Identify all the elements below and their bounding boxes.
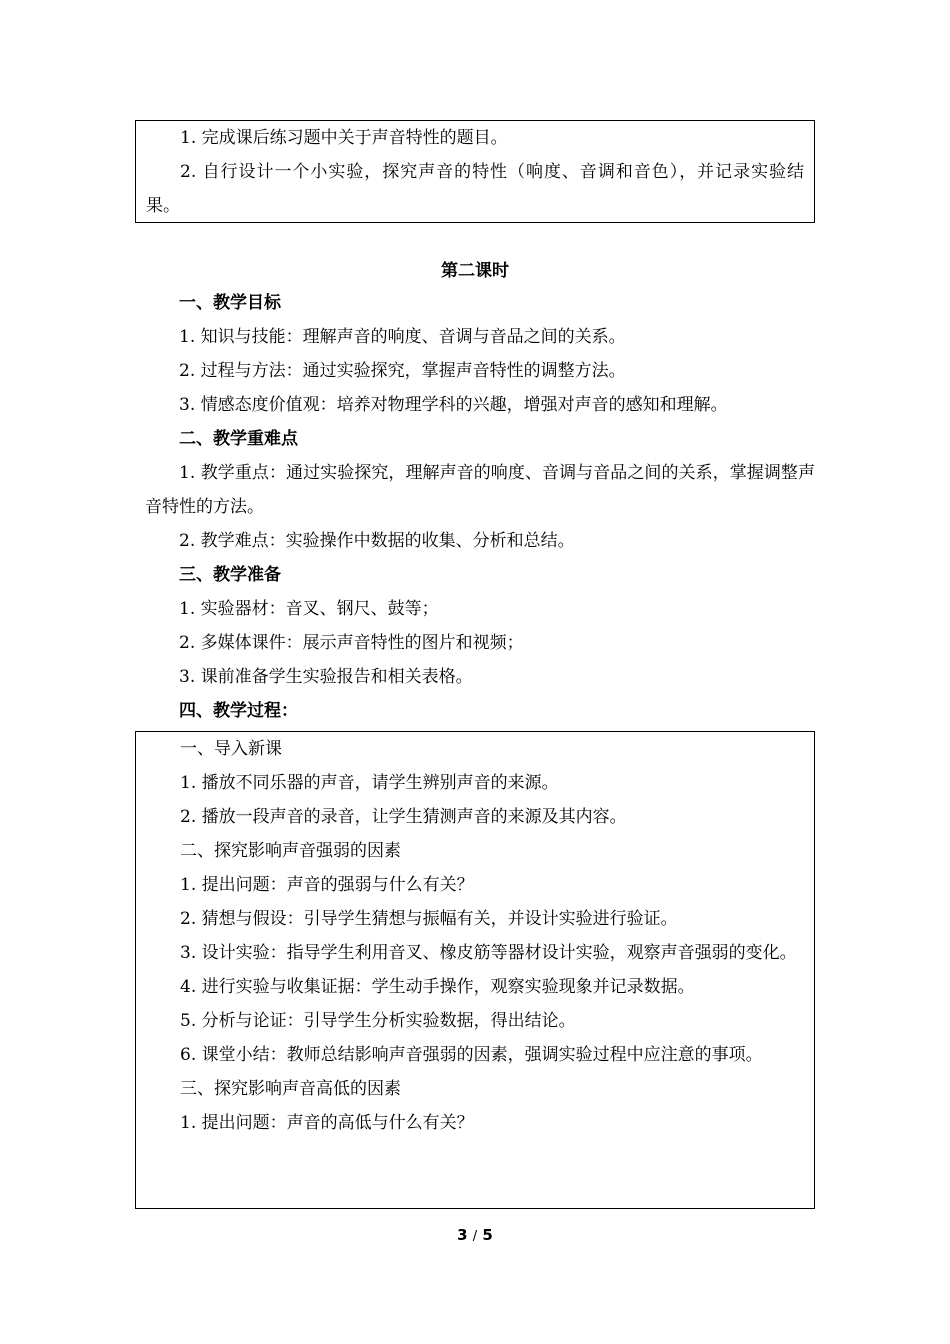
section-item: 2. 过程与方法：通过实验探究，掌握声音特性的调整方法。 [179,361,626,381]
process-line: 5. 分析与论证：引导学生分析实验数据，得出结论。 [180,1011,576,1031]
process-line: 1. 提出问题：声音的高低与什么有关？ [180,1113,474,1133]
section-item: 1. 实验器材：音叉、钢尺、鼓等； [179,599,439,619]
section-item: 1. 知识与技能：理解声音的响度、音调与音品之间的关系。 [179,327,626,347]
homework-box [135,120,815,223]
section-item: 1. 教学重点：通过实验探究，理解声音的响度、音调与音品之间的关系，掌握调整声音特性的方法。 [145,463,815,517]
page-number [0,1226,950,1244]
section-item: 3. 课前准备学生实验报告和相关表格。 [179,667,473,687]
process-line: 二、探究影响声音强弱的因素 [180,841,401,861]
lesson-content [145,286,815,728]
process-line: 6. 课堂小结：教师总结影响声音强弱的因素，强调实验过程中应注意的事项。 [180,1045,763,1065]
section-heading: 四、教学过程： [179,701,298,721]
lesson-title: 第二课时 [441,261,509,281]
process-line: 1. 提出问题：声音的强弱与什么有关？ [180,875,474,895]
section-heading: 三、教学准备 [179,565,281,585]
process-line: 2. 猜想与假设：引导学生猜想与振幅有关，并设计实验进行验证。 [180,909,678,929]
process-box [135,731,815,1209]
homework-item: 1. 完成课后练习题中关于声音特性的题目。 [180,128,508,148]
homework-item: 2. 自行设计一个小实验，探究声音的特性（响度、音调和音色），并记录实验结果。 [146,162,804,216]
process-line: 1. 播放不同乐器的声音，请学生辨别声音的来源。 [180,773,559,793]
process-line: 3. 设计实验：指导学生利用音叉、橡皮筋等器材设计实验，观察声音强弱的变化。 [180,943,797,963]
section-item: 3. 情感态度价值观：培养对物理学科的兴趣，增强对声音的感知和理解。 [179,395,728,415]
page-separator: / [472,1229,478,1244]
process-line: 4. 进行实验与收集证据：学生动手操作，观察实验现象并记录数据。 [180,977,695,997]
page-total: 5 [482,1226,493,1244]
page-current: 3 [457,1226,468,1244]
process-line: 三、探究影响声音高低的因素 [180,1079,401,1099]
section-heading: 一、教学目标 [179,293,281,313]
section-heading: 二、教学重难点 [179,429,298,449]
section-item: 2. 多媒体课件：展示声音特性的图片和视频； [179,633,524,653]
section-item: 2. 教学难点：实验操作中数据的收集、分析和总结。 [179,531,575,551]
process-line: 2. 播放一段声音的录音，让学生猜测声音的来源及其内容。 [180,807,627,827]
process-line: 一、导入新课 [180,739,282,759]
